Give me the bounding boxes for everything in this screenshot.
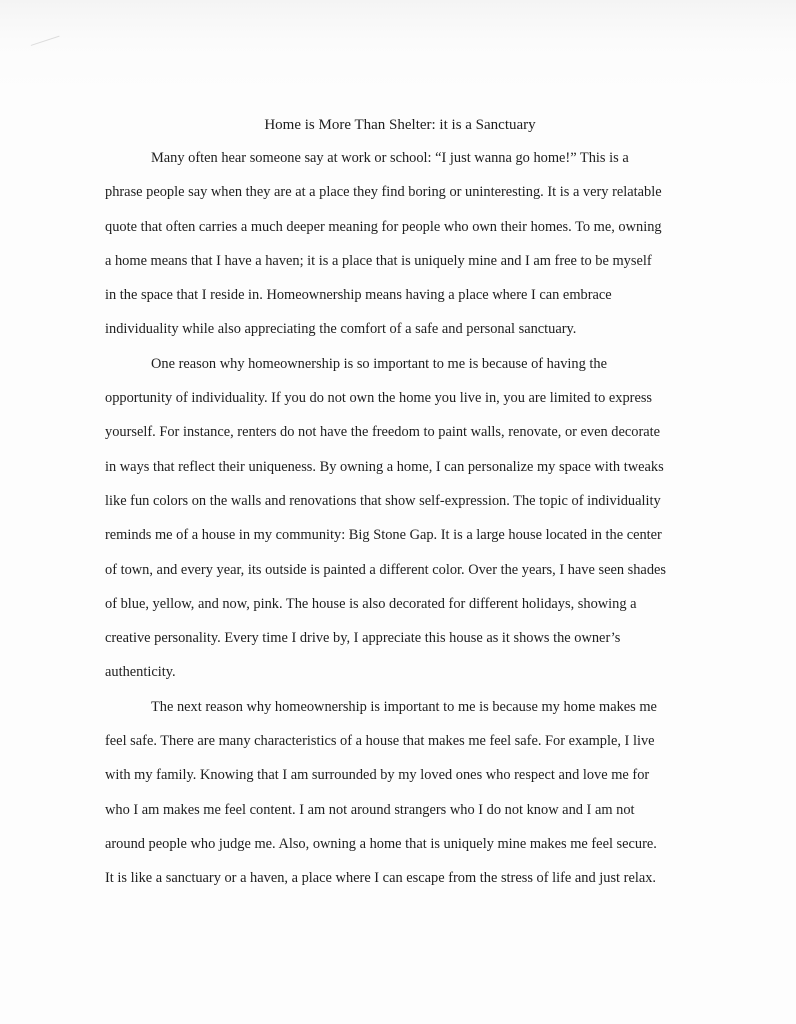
- text-line: in the space that I reside in. Homeownership means having a place where I can embrace: [105, 287, 612, 304]
- text-line: like fun colors on the walls and renovations that show self-expression. The topic of individuality: [105, 492, 661, 509]
- text-line: quote that often carries a much deeper meaning for people who own their homes. To me, owning: [105, 218, 662, 235]
- text-line: opportunity of individuality. If you do not own the home you live in, you are limited to express: [105, 390, 653, 407]
- text-line: around people who judge me. Also, owning a home that is uniquely mine makes me feel secure.: [105, 835, 657, 852]
- text-line: individuality while also appreciating the comfort of a safe and personal sanctuary.: [105, 321, 577, 338]
- paragraph-safety: [105, 690, 695, 896]
- text-line: authenticity.: [105, 664, 176, 681]
- text-line: a home means that I have a haven; it is a place that is uniquely mine and I am free to be myself: [105, 252, 652, 269]
- text-line: phrase people say when they are at a place they find boring or uninteresting. It is a very relatable: [105, 184, 662, 201]
- text-line: Many often hear someone say at work or school: “I just wanna go home!” This is a: [151, 150, 629, 166]
- text-line: The next reason why homeownership is important to me is because my home makes me: [151, 698, 657, 715]
- text-line: feel safe. There are many characteristics of a house that makes me feel safe. For example, I live: [105, 733, 655, 750]
- text-line: of town, and every year, its outside is painted a different color. Over the years, I have seen shades: [105, 561, 667, 578]
- text-line: yourself. For instance, renters do not have the freedom to paint walls, renovate, or even decorate: [105, 424, 661, 441]
- text-line: with my family. Knowing that I am surrounded by my loved ones who respect and love me for: [105, 767, 650, 784]
- text-line: creative personality. Every time I drive by, I appreciate this house as it shows the owner’s: [105, 630, 621, 647]
- essay-title: Home is More Than Shelter: it is a Sanctuary: [264, 117, 536, 133]
- text-line: reminds me of a house in my community: Big Stone Gap. It is a large house located in the center: [105, 527, 662, 544]
- text-line: of blue, yellow, and now, pink. The house is also decorated for different holidays, showing a: [105, 595, 637, 612]
- text-line: It is like a sanctuary or a haven, a place where I can escape from the stress of life and just relax.: [105, 870, 657, 887]
- paragraph-intro: [105, 141, 695, 347]
- paragraph-individuality: [105, 347, 695, 690]
- essay-body: [105, 109, 695, 896]
- text-line: who I am makes me feel content. I am not around strangers who I do not know and I am not: [105, 801, 635, 818]
- text-line: in ways that reflect their uniqueness. By owning a home, I can personalize my space with tweaks: [105, 458, 664, 475]
- text-line: One reason why homeownership is so important to me is because of having the: [151, 355, 608, 372]
- scan-artifact: [31, 36, 64, 58]
